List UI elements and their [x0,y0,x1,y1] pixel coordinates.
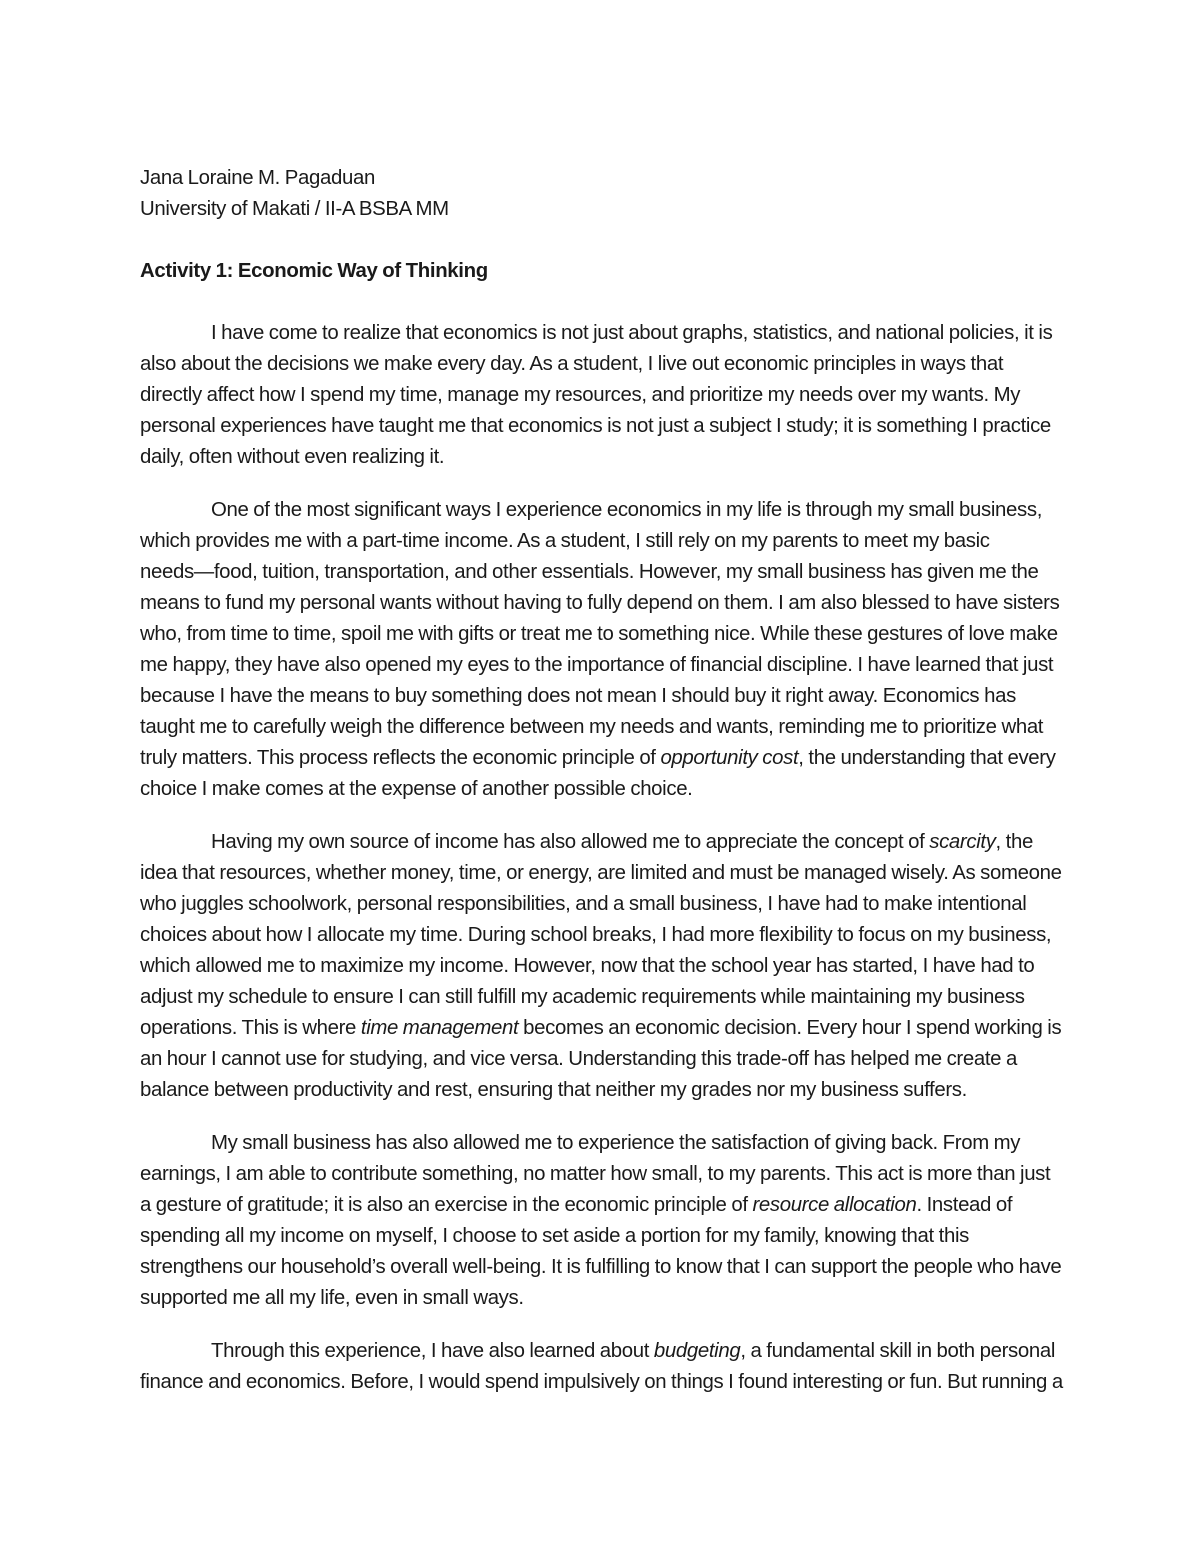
paragraph-line [140,712,1065,743]
text-run: daily, often without even realizing it. [140,446,445,468]
text-run: Having my own source of income has also allowed me to appreciate the concept of [211,831,930,853]
text-run: , the understanding that every [798,747,1056,769]
paragraph-line [140,1013,1065,1044]
text-run: choices about how I allocate my time. During school breaks, I had more flexibility to focus on my business, [140,924,1052,946]
paragraph-line [140,889,1065,920]
text-run: Through this experience, I have also learned about [211,1340,654,1362]
paragraph-line [140,650,1065,681]
emphasized-term: resource allocation [752,1194,917,1216]
text-run: because I have the means to buy something does not mean I should buy it right away. Economics has [140,685,1016,707]
paragraph-line [140,411,1065,442]
paragraph-line [140,951,1065,982]
paragraph-line [140,1044,1065,1075]
paragraph-line [140,442,1065,473]
paragraph-line [140,1190,1065,1221]
text-run: needs—food, tuition, transportation, and other essentials. However, my small business has given me the [140,561,1039,583]
essay-paragraph [140,827,1065,1106]
text-run: means to fund my personal wants without having to fully depend on them. I am also blessed to have sisters [140,592,1060,614]
text-run: strengthens our household’s overall well-being. It is fulfilling to know that I can support the people who have [140,1256,1062,1278]
paragraph-line [140,743,1065,774]
paragraph-line [140,557,1065,588]
paragraph-line [140,920,1065,951]
text-run: , a fundamental skill in both personal [740,1340,1056,1362]
paragraph-line [140,982,1065,1013]
paragraph-line [140,1367,1065,1398]
text-run: personal experiences have taught me that economics is not just a subject I study; it is something I practice [140,415,1051,437]
essay-paragraph [140,1336,1065,1398]
paragraph-line [140,1075,1065,1106]
text-run: One of the most significant ways I experience economics in my life is through my small business, [211,499,1043,521]
paragraph-line [140,858,1065,889]
text-run: choice I make comes at the expense of another possible choice. [140,778,693,800]
text-run: also about the decisions we make every day. As a student, I live out economic principles in ways that [140,353,1004,375]
text-run: adjust my schedule to ensure I can still fulfill my academic requirements while maintaining my business [140,986,1025,1008]
emphasized-term: opportunity cost [660,747,799,769]
paragraph-line [140,1283,1065,1314]
paragraph-line [140,774,1065,805]
paragraph-line [140,681,1065,712]
text-run: taught me to carefully weigh the difference between my needs and wants, reminding me to prioritize what [140,716,1044,738]
emphasized-term: scarcity [929,831,996,853]
paragraph-line [140,588,1065,619]
text-run: balance between productivity and rest, ensuring that neither my grades nor my business suffers. [140,1079,967,1101]
essay-paragraph [140,318,1065,473]
author-name: Jana Loraine M. Pagaduan [140,167,375,189]
text-run: which allowed me to maximize my income. However, now that the school year has started, I have had to [140,955,1035,977]
text-run: , the [995,831,1033,853]
paragraph-line [140,1252,1065,1283]
text-run: spending all my income on myself, I choose to set aside a portion for my family, knowing that this [140,1225,969,1247]
emphasized-term: budgeting [653,1340,741,1362]
author-affiliation: University of Makati / II-A BSBA MM [140,198,449,220]
text-run: who juggles schoolwork, personal responsibilities, and a small business, I have had to make intentional [140,893,1027,915]
paragraph-line [140,1128,1065,1159]
text-run: operations. This is where [140,1017,361,1039]
text-run: earnings, I am able to contribute something, no matter how small, to my parents. This act is more than just [140,1163,1051,1185]
paragraph-line [140,526,1065,557]
text-run: who, from time to time, spoil me with gifts or treat me to something nice. While these gestures of love make [140,623,1058,645]
paragraph-line [140,619,1065,650]
text-run: truly matters. This process reflects the economic principle of [140,747,661,769]
text-run: . Instead of [916,1194,1013,1216]
activity-title: Activity 1: Economic Way of Thinking [140,260,488,282]
paragraph-line [140,495,1065,526]
paragraph-line [140,827,1065,858]
paragraph-line [140,1159,1065,1190]
paragraph-line [140,349,1065,380]
text-run: directly affect how I spend my time, manage my resources, and prioritize my needs over my wants. My [140,384,1021,406]
text-run: an hour I cannot use for studying, and vice versa. Understanding this trade-off has helped me create a [140,1048,1017,1070]
document-body [140,163,1065,1420]
essay-paragraphs [140,318,1065,1398]
text-run: I have come to realize that economics is not just about graphs, statistics, and national policies, it is [211,322,1053,344]
text-run: finance and economics. Before, I would spend impulsively on things I found interesting or fun. But running a [140,1371,1063,1393]
paragraph-line [140,318,1065,349]
paragraph-line [140,1336,1065,1367]
text-run: which provides me with a part-time income. As a student, I still rely on my parents to meet my basic [140,530,990,552]
text-run: me happy, they have also opened my eyes to the importance of financial discipline. I have learned that just [140,654,1054,676]
essay-paragraph [140,1128,1065,1314]
text-run: becomes an economic decision. Every hour I spend working is [518,1017,1062,1039]
text-run: idea that resources, whether money, time, or energy, are limited and must be managed wisely. As someone [140,862,1062,884]
text-run: My small business has also allowed me to experience the satisfaction of giving back. From my [211,1132,1021,1154]
emphasized-term: time management [360,1017,519,1039]
text-run: a gesture of gratitude; it is also an exercise in the economic principle of [140,1194,753,1216]
paragraph-line [140,1221,1065,1252]
essay-paragraph [140,495,1065,805]
paragraph-line [140,380,1065,411]
text-run: supported me all my life, even in small ways. [140,1287,524,1309]
